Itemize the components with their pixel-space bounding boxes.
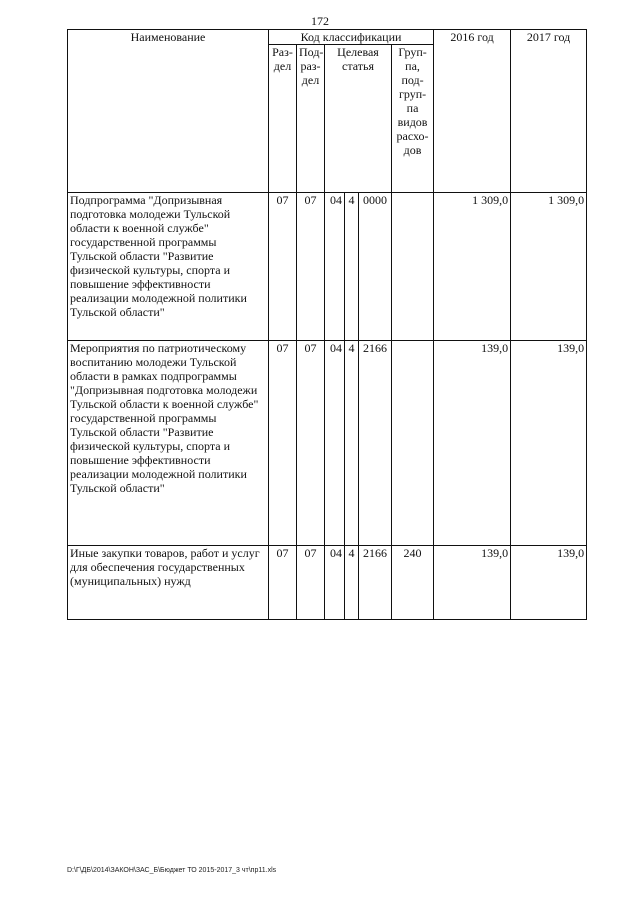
file-path-footer: D:\Г\ДБ\2014\ЗАКОН\ЗАС_Б\Бюджет ТО 2015-2017_3 чт\пр11.xls — [67, 867, 277, 874]
row-target-part3: 2166 — [359, 546, 392, 620]
row-podrazdel: 07 — [297, 193, 325, 341]
row-value-2017: 139,0 — [511, 546, 587, 620]
row-razdel: 07 — [269, 193, 297, 341]
header-row-1 — [68, 30, 587, 45]
header-target: Целевая статья — [325, 45, 392, 193]
row-name: Мероприятия по патриотическому воспитанию молодежи Тульской области в рамках подпрограммы "Допризывная подготовка молодежи Тульской области к военной службе" государственной программы Тульской области "Развитие физической культуры, спорта и повышение эффективности реализации молодежной политики Тульской области" — [68, 341, 269, 546]
header-classification: Код классификации — [269, 30, 434, 45]
budget-table — [67, 29, 587, 620]
row-podrazdel: 07 — [297, 341, 325, 546]
row-target-part2: 4 — [345, 341, 359, 546]
row-name: Иные закупки товаров, работ и услуг для обеспечения государственных (муниципальных) нужд — [68, 546, 269, 620]
row-value-2016: 139,0 — [434, 546, 511, 620]
table-row — [68, 193, 587, 341]
table-row — [68, 341, 587, 546]
row-podrazdel: 07 — [297, 546, 325, 620]
table-row — [68, 546, 587, 620]
header-name: Наименование — [68, 30, 269, 193]
header-group: Груп- па, под- груп- па видов расхо- дов — [392, 45, 434, 193]
header-year-2017: 2017 год — [511, 30, 587, 193]
row-target-part2: 4 — [345, 546, 359, 620]
header-year-2016: 2016 год — [434, 30, 511, 193]
row-razdel: 07 — [269, 341, 297, 546]
page-number: 172 — [311, 14, 329, 28]
header-podrazdel: Под- раз- дел — [297, 45, 325, 193]
row-target-part1: 04 — [325, 341, 345, 546]
row-target-part1: 04 — [325, 546, 345, 620]
row-target-part3: 2166 — [359, 341, 392, 546]
row-value-2016: 139,0 — [434, 341, 511, 546]
row-value-2017: 1 309,0 — [511, 193, 587, 341]
row-group: 240 — [392, 546, 434, 620]
row-target-part3: 0000 — [359, 193, 392, 341]
row-group — [392, 193, 434, 341]
row-name: Подпрограмма "Допризывная подготовка молодежи Тульской области к военной службе" государственной программы Тульской области "Развитие физической культуры, спорта и повышение эффективности реализации молодежной политики Тульской области" — [68, 193, 269, 341]
row-target-part2: 4 — [345, 193, 359, 341]
row-razdel: 07 — [269, 546, 297, 620]
header-razdel: Раз- дел — [269, 45, 297, 193]
row-group — [392, 341, 434, 546]
row-target-part1: 04 — [325, 193, 345, 341]
row-value-2017: 139,0 — [511, 341, 587, 546]
row-value-2016: 1 309,0 — [434, 193, 511, 341]
